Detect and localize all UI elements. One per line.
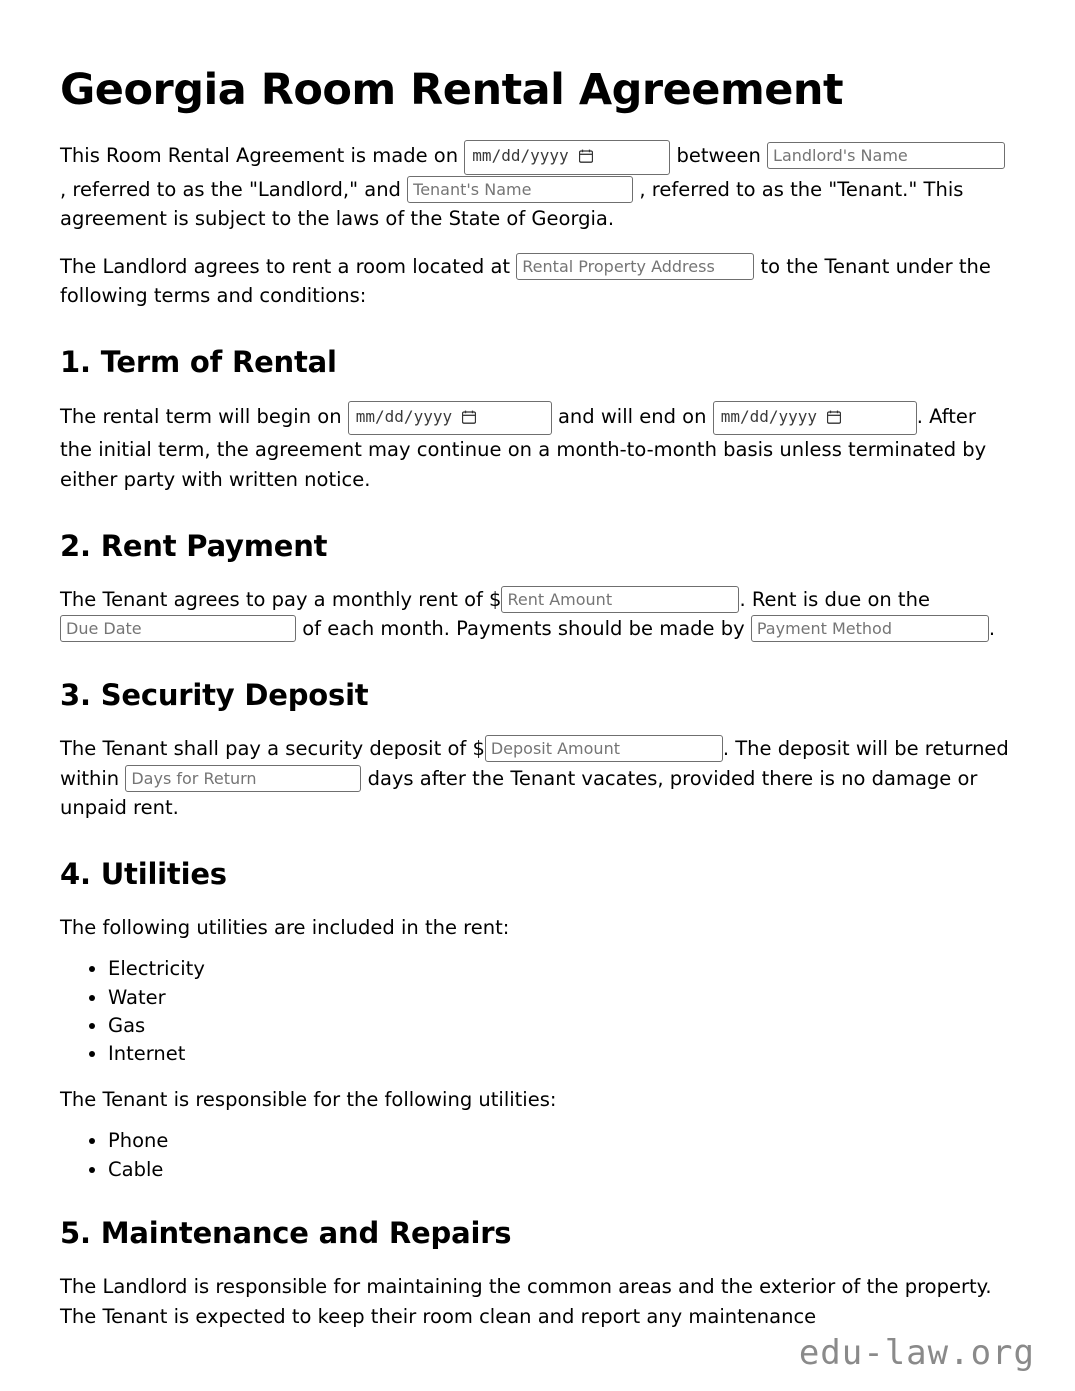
utilities-tenant-intro: The Tenant is responsible for the following utilities: [60, 1087, 557, 1111]
term-paragraph [60, 401, 1013, 495]
premises-text-1: The Landlord agrees to rent a room located at [60, 254, 511, 278]
calendar-icon[interactable] [579, 146, 593, 170]
section-heading-rent: 2. Rent Payment [60, 528, 328, 563]
list-item: • Gas [108, 1013, 1013, 1038]
maintenance-paragraph: The Landlord is responsible for maintaining the common areas and the exterior of the property. The Tenant is expected to keep their room clean and report any maintenance [60, 1275, 992, 1328]
section-heading-term: 1. Term of Rental [60, 345, 337, 380]
list-item: • Water [108, 985, 1013, 1010]
section-heading-deposit: 3. Security Deposit [60, 677, 369, 712]
calendar-icon[interactable] [462, 407, 476, 431]
intro-text-1: This Room Rental Agreement is made on [60, 144, 459, 168]
utilities-tenant-list [60, 1128, 1013, 1182]
landlord-name-input[interactable] [767, 142, 1005, 169]
rental-address-input[interactable] [516, 253, 754, 280]
due-date-input[interactable] [60, 615, 296, 642]
intro-paragraph [60, 140, 1013, 234]
calendar-icon[interactable] [827, 407, 841, 431]
term-end-date-value: mm/dd/yyyy [720, 407, 818, 427]
rent-text-2: . Rent is due on the [739, 587, 930, 611]
deposit-paragraph [60, 734, 1013, 823]
page-title: Georgia Room Rental Agreement [60, 65, 844, 115]
tenant-name-input[interactable] [407, 176, 633, 203]
list-item: • Electricity [108, 956, 1013, 981]
deposit-amount-input[interactable] [485, 735, 723, 762]
rent-paragraph [60, 585, 1013, 644]
section-heading-maintenance: 5. Maintenance and Repairs [60, 1216, 512, 1251]
premises-paragraph [60, 252, 1013, 311]
rent-text-3: of each month. Payments should be made by [302, 617, 745, 641]
term-start-date-input[interactable] [348, 401, 552, 435]
watermark: edu-law.org [798, 1333, 1035, 1373]
term-text-3: . After the initial term, the agreement may continue on a month-to-month basis unless terminated by either party with written notice. [60, 405, 987, 492]
deposit-text-1: The Tenant shall pay a security deposit of $ [60, 736, 485, 760]
rent-text-1: The Tenant agrees to pay a monthly rent of $ [60, 587, 502, 611]
list-item: • Cable [108, 1157, 1013, 1182]
rent-text-4: . [988, 617, 996, 641]
deposit-text-3: days after the Tenant vacates, provided there is no damage or unpaid rent. [60, 766, 978, 820]
utilities-included-intro: The following utilities are included in the rent: [60, 915, 510, 939]
list-item: • Internet [108, 1041, 1013, 1066]
premises-text-2: to the Tenant under the following terms and conditions: [60, 254, 991, 308]
intro-text-4: , referred to as the "Tenant." This agreement is subject to the laws of the State of Georgia. [60, 177, 964, 231]
agreement-date-input[interactable] [464, 140, 670, 174]
term-end-date-input[interactable] [713, 401, 917, 435]
utilities-included-list [60, 956, 1013, 1066]
term-start-date-value: mm/dd/yyyy [355, 407, 453, 427]
intro-text-2: between [676, 144, 761, 168]
agreement-date-value: mm/dd/yyyy [472, 146, 569, 166]
term-text-1: The rental term will begin on [60, 405, 342, 429]
rent-amount-input[interactable] [501, 586, 739, 613]
payment-method-input[interactable] [751, 615, 989, 642]
days-for-return-input[interactable] [125, 765, 361, 792]
list-item: • Phone [108, 1128, 1013, 1153]
deposit-text-2: . The deposit will be returned within [60, 736, 1009, 790]
intro-text-3: , referred to as the "Landlord," and [60, 177, 401, 201]
section-heading-utilities: 4. Utilities [60, 856, 227, 891]
term-text-2: and will end on [557, 405, 707, 429]
